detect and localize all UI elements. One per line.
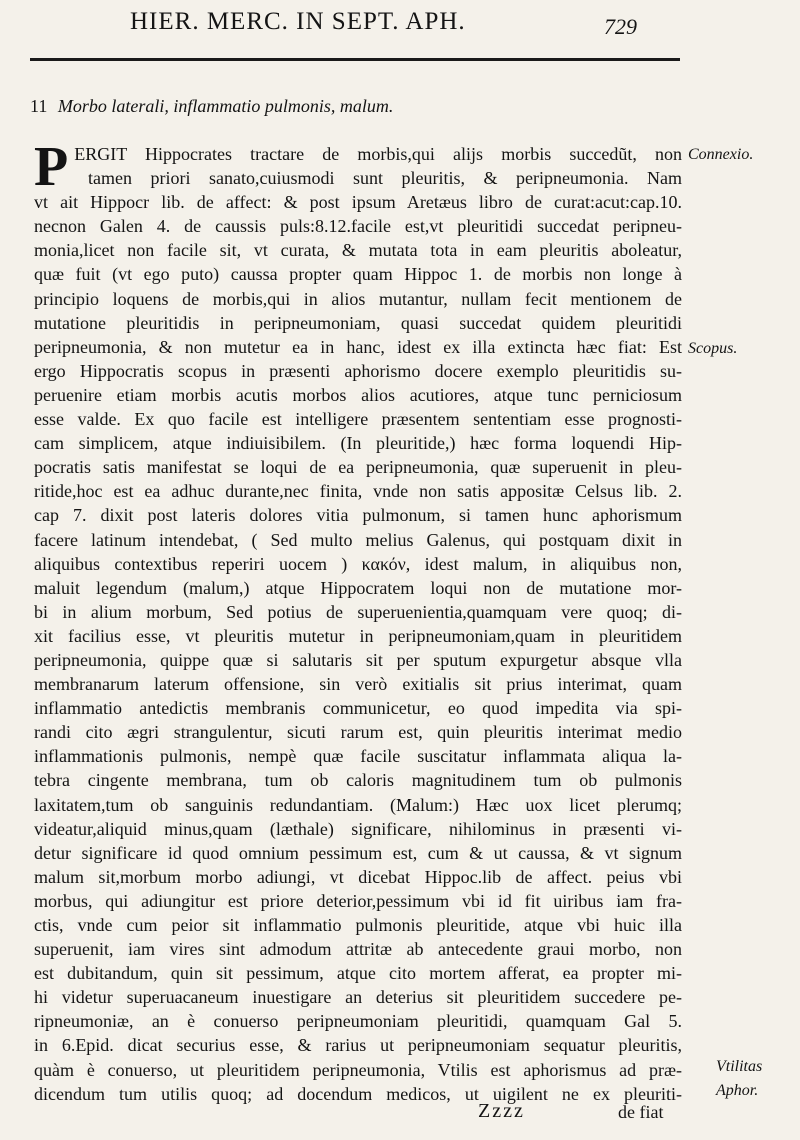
page-number: 729 <box>604 14 637 39</box>
body-line: xit facilius esse, vt pleuritis mutetur in peripneumoniam,quam in pleuritidem <box>34 625 682 646</box>
body-line: membranarum laterum offensione, sin verò exitialis sit prius interimat, quam <box>34 674 682 695</box>
body-line: ctis, vnde cum peior sit inflammatio pulmonis pleuritide, atque vbi huic illa <box>34 915 682 935</box>
body-line: morbus, qui adiungitur est priore deterior,pessimum vbi id fit uiribus iam fra- <box>34 890 682 911</box>
commentary-body <box>34 136 682 1106</box>
body-line: peripneumonia, quippe quæ si salutaris sit per sputum expurgetur absque vlla <box>34 649 682 670</box>
body-line: necnon Galen 4. de caussis puls:8.12.facile est,vt pleuritidi succedat peripneu- <box>34 216 682 237</box>
body-line: superuenit, iam vires sint admodum attritæ ab antecedente graui morbo, non <box>34 939 682 960</box>
body-line: quæ fuit (vt ego puto) caussa propter quam Hippoc 1. de morbis non longe à <box>34 264 682 285</box>
catchword: de fiat <box>618 1102 664 1122</box>
body-line: bi in alium morbum, Sed potius de superuenientia,quamquam vere quoq; di- <box>34 601 682 622</box>
margin-note-vtilitas: Vtilitas <box>716 1058 763 1075</box>
body-line-text: ERGIT Hippocrates tractare de morbis,qui alijs morbis succedũt, non <box>74 144 682 164</box>
signature-mark: Zzzz <box>478 1100 525 1122</box>
body-line: tebra cingente membrana, tum ob caloris magnitudinem tum ob pulmonis <box>34 770 682 791</box>
body-line: malum sit,morbum morbo adiungi, vt dicebat Hippoc.lib de affect. peius vbi <box>34 866 682 887</box>
body-line: ergo Hippocratis scopus in præsenti aphorismo docere exemplo pleuritidis su- <box>34 360 682 381</box>
aphorism-text: Morbo laterali, inflammatio pulmonis, malum. <box>57 96 394 116</box>
margin-note-connexio: Connexio. <box>688 146 754 163</box>
body-line: mutatione pleuritidis in peripneumoniam, quasi succedat quidem pleuritidi <box>34 312 682 333</box>
body-line: esse valde. Ex quo facile est intelligere præsentem sententiam esse prognosti- <box>34 409 682 430</box>
margin-note-aphor: Aphor. <box>716 1082 759 1099</box>
body-line-2: tamen priori sanato,cuiusmodi sunt pleuritis, & peripneumonia. Nam <box>88 168 682 189</box>
running-header-title: HIER. MERC. IN SEPT. APH. <box>130 8 466 35</box>
body-line: in 6.Epid. dicat securius esse, & rarius ut peripneumoniam sequatur pleuritis, <box>34 1035 682 1056</box>
body-line: hi videtur superuacaneum inuestigare an deterius sit pleuritidem succedere pe- <box>34 987 682 1008</box>
body-line: peripneumonia, & non mutetur ea in hanc, idest ex illa extincta hæc fiat: Est <box>34 336 682 357</box>
body-line: ritide,hoc est ea adhuc durante,nec finita, vnde non satis appositæ Celsus lib. 2. <box>34 481 682 502</box>
body-line: monia,licet non facile sit, vt curata, & mutata tota in eam pleuritis aboleatur, <box>34 240 682 261</box>
body-line: cam simplicem, atque indiuisibilem. (In pleuritide,) hæc forma loquendi Hip- <box>34 433 682 454</box>
body-line: pocratis satis manifestat se loqui de ea peripneumonia, quæ superuenit in pleu- <box>34 457 682 478</box>
body-line: inflammatio antedictis membranis communicetur, eo quod impedita via spi- <box>34 698 682 719</box>
body-line: detur significare id quod omnium pessimum est, cum & ut caussa, & vt signum <box>34 842 682 863</box>
body-line: est dubitandum, quin sit pessimum, atque cito mortem afferat, ea propter mi- <box>34 963 682 984</box>
body-line: cap 7. dixit post lateris dolores vitia pulmonum, si tamen hunc aphorismum <box>34 505 682 526</box>
body-line: peruenire etiam morbis acutis morbos alios acutiores, atque tunc perniciosum <box>34 384 682 405</box>
body-line: videatur,aliquid minus,quam (læthale) significare, nihilominus in præsenti vi- <box>34 818 682 839</box>
header-rule <box>30 58 680 61</box>
aphorism-number: 11 <box>30 96 48 116</box>
margin-note-scopus: Scopus. <box>688 340 738 357</box>
body-line: inflammationis pulmonis, nempè quæ facile suscitatur inflammata aliqua la- <box>34 746 682 767</box>
body-line: quàm è conuerso, ut pleuritidem peripneumonia, Vtilis est aphorismus ad præ- <box>34 1059 682 1080</box>
body-line: principio loquens de morbis,qui in alios mutantur, nullam fecit mentionem de <box>34 288 682 309</box>
body-line: randi cito ægri strangulentur, sicuti rarum est, quin pleuritis interimat medio <box>34 722 682 743</box>
drop-cap: P <box>34 136 69 198</box>
body-line: laxitatem,tum ob sanguinis redundantiam. (Malum:) Hæc uox licet plerumq; <box>34 794 682 815</box>
body-line: dicendum tum utilis quoq; ad docendum medicos, ut uigilent ne ex pleuriti- <box>34 1083 682 1104</box>
body-line: ripneumoniæ, an è conuerso peripneumoniam pleuritidi, quamquam Gal 5. <box>34 1011 682 1032</box>
aphorism-heading <box>30 96 393 117</box>
body-line: vt ait Hippocr lib. de affect: & post ipsum Aretæus libro de curat:acut:cap.10. <box>34 192 682 213</box>
body-line: maluit legendum (malum,) atque Hippocratem loqui non de mutatione mor- <box>34 577 682 598</box>
body-line: facere latinum intendebat, ( Sed multo melius Galenus, qui postquam dixit in <box>34 529 682 550</box>
body-line: aliquibus contextibus reperiri uocem ) κακόν, idest malum, in aliquibus non, <box>34 553 682 574</box>
